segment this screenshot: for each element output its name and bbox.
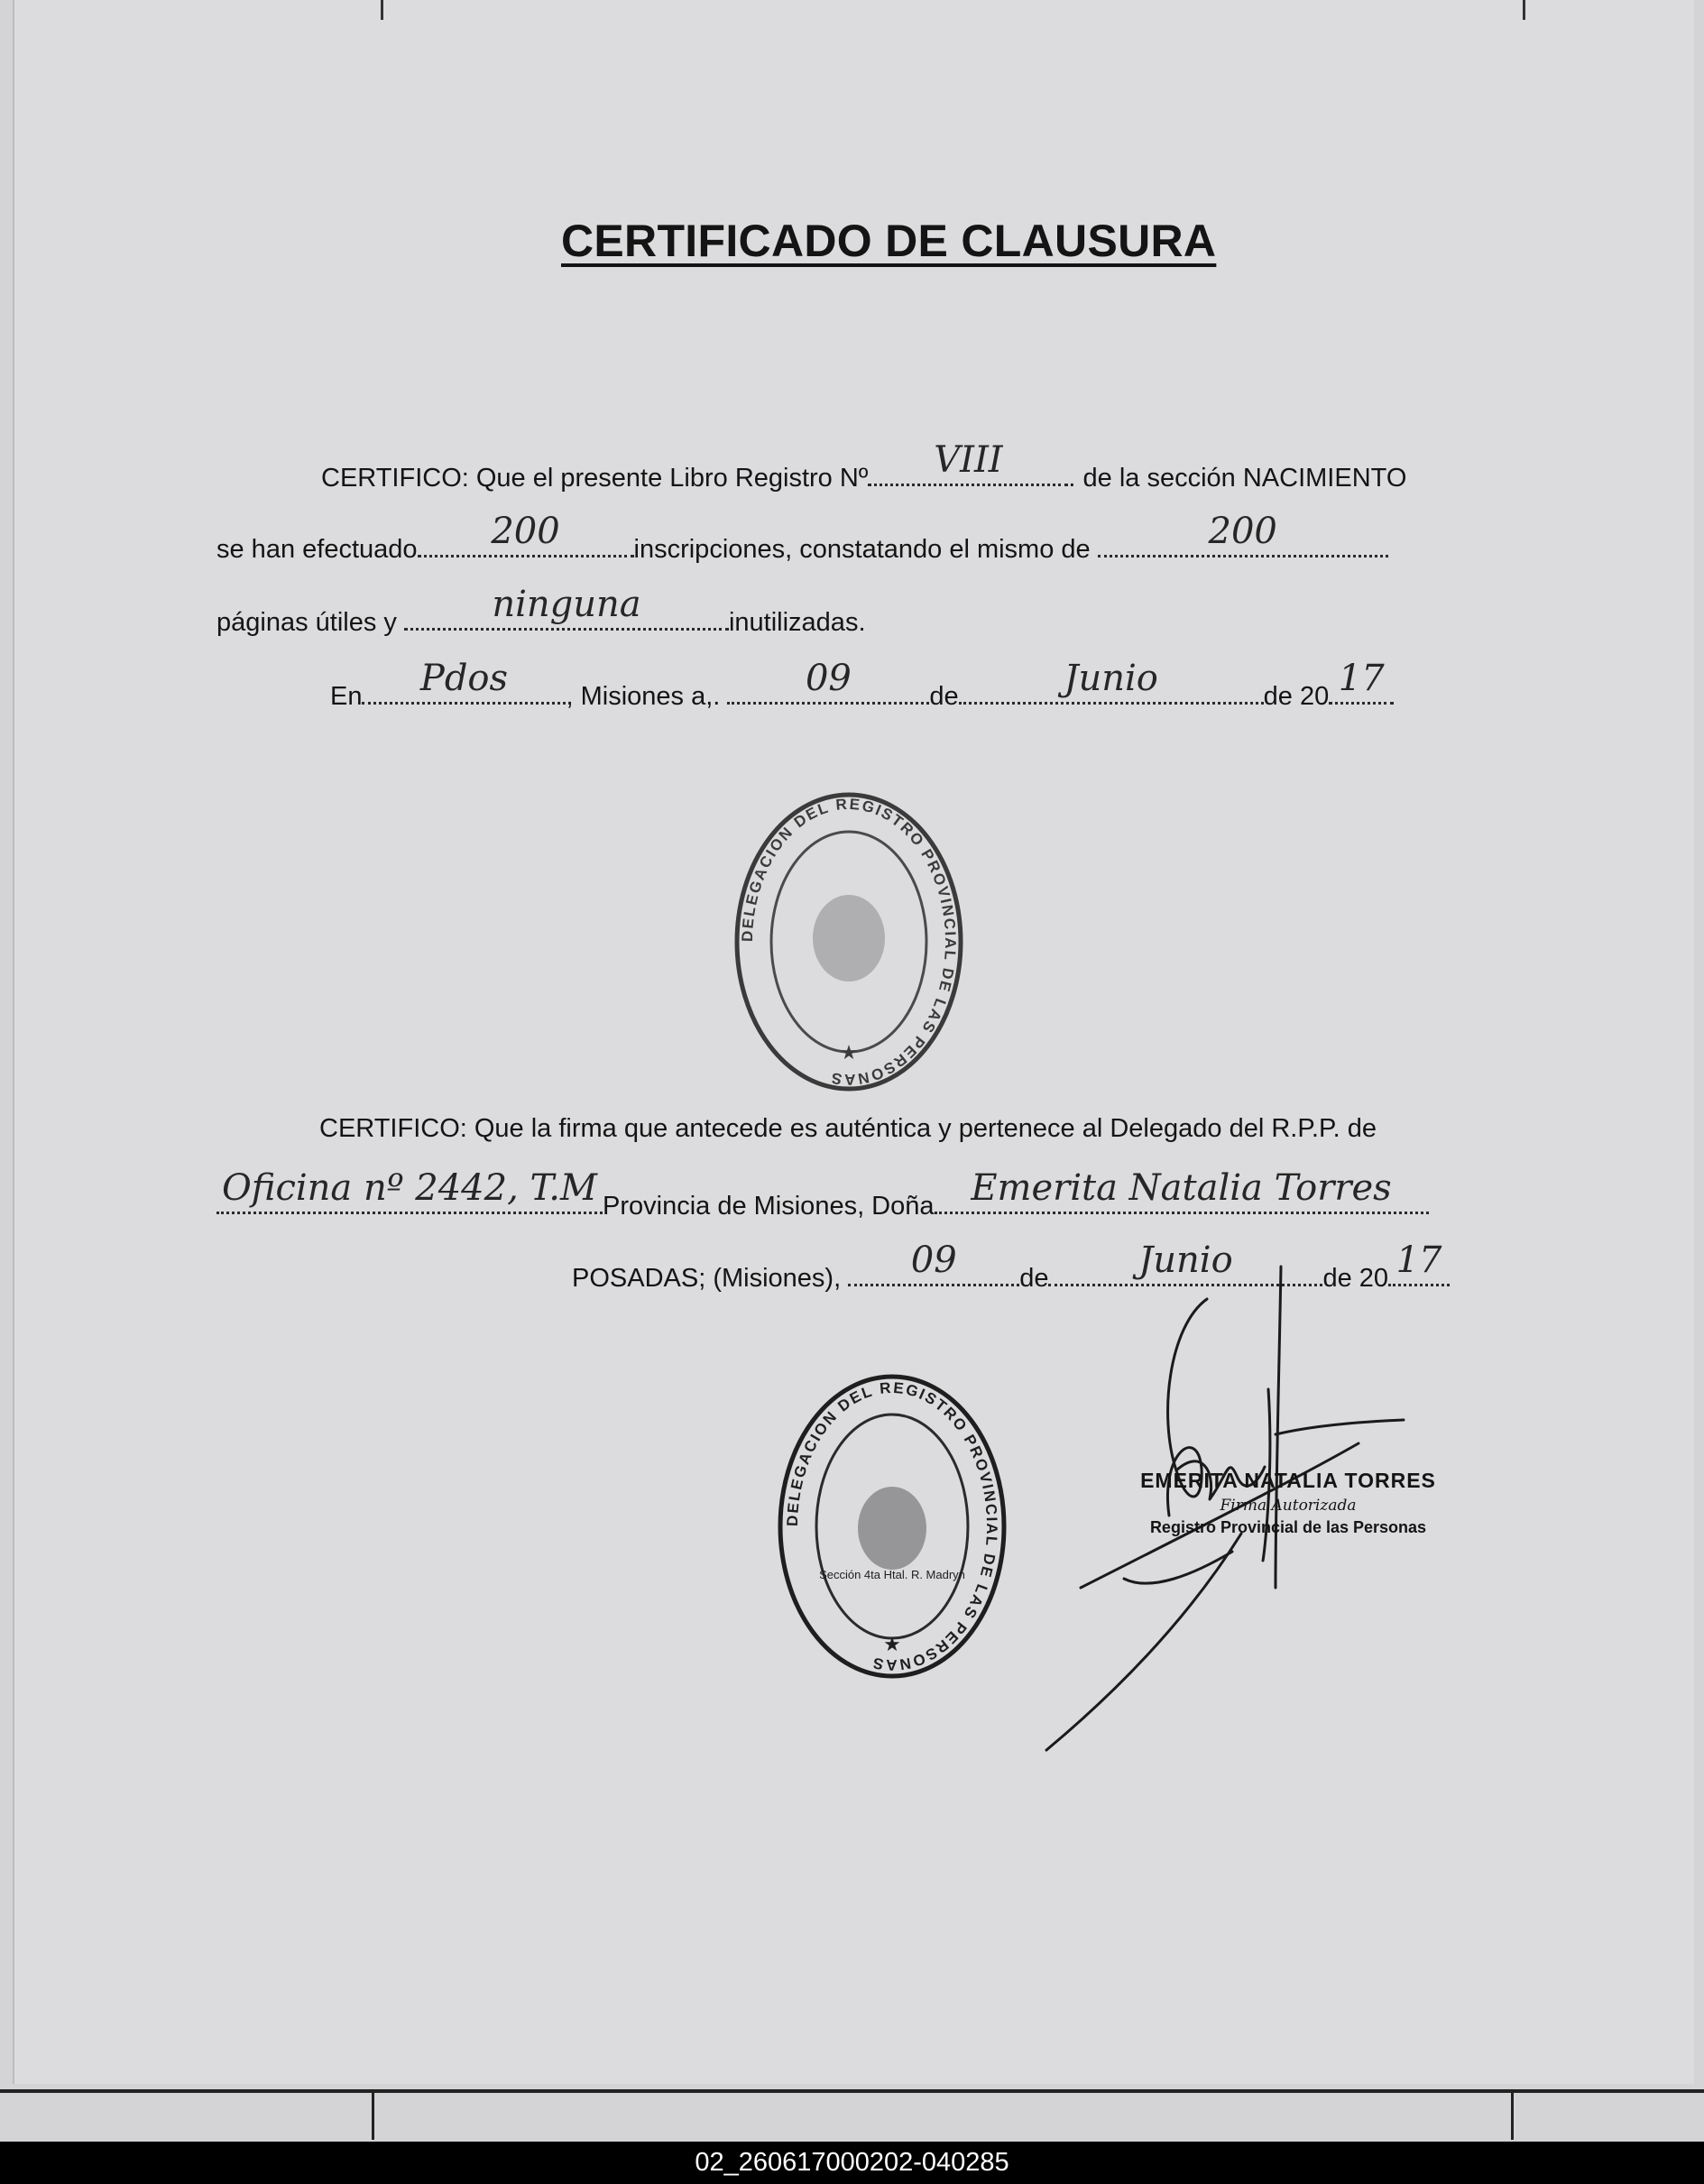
line-oficina — [216, 1167, 1429, 1222]
top-edge-mark-left — [381, 0, 383, 20]
official-seal-bottom — [770, 1369, 1014, 1683]
misiones-label: , Misiones a,. — [566, 682, 721, 711]
place-field — [362, 658, 566, 705]
year-field — [1329, 658, 1394, 705]
seal-top-outer-text: DELEGACION DEL REGISTRO PROVINCIAL DE LAS PERSONAS — [738, 795, 960, 1089]
delegate-name-value: Emerita Natalia Torres — [971, 1167, 1392, 1209]
signer-role: Firma Autorizada — [1220, 1497, 1357, 1515]
signature-stamp — [1117, 1469, 1460, 1537]
day-value: 09 — [805, 658, 852, 699]
posadas-prefix: POSADAS; (Misiones), — [572, 1264, 842, 1293]
line-certifico-firma: CERTIFICO: Que la firma que antecede es auténtica y pertenece al Delegado del R.P.P. de — [319, 1114, 1377, 1143]
svg-text:★: ★ — [883, 1633, 901, 1655]
bottom-divider-left — [372, 2089, 374, 2140]
inscripciones-middle: inscripciones, constatando el mismo de — [633, 535, 1091, 564]
year-value: 17 — [1338, 658, 1385, 699]
line-registro: CERTIFICO: Que el presente Libro Registro Nº VIII . de la sección NACIMIENTO — [321, 439, 1407, 493]
office-field — [216, 1167, 603, 1214]
registro-suffix: de la sección NACIMIENTO — [1082, 464, 1407, 493]
bottom-divider-right — [1511, 2089, 1514, 2140]
signer-org: Registro Provincial de las Personas — [1149, 1518, 1427, 1536]
bottom-border-line — [0, 2089, 1704, 2093]
posadas-year-value: 17 — [1395, 1239, 1442, 1281]
paginas-prefix: páginas útiles y — [216, 608, 397, 637]
paginas-count-value: 200 — [1208, 511, 1277, 552]
posadas-de-label: de — [1019, 1264, 1049, 1293]
paginas-count-field — [1098, 511, 1388, 558]
month-value: Junio — [1064, 658, 1158, 699]
de20-label: de 20 — [1263, 682, 1330, 711]
signer-name: EMERITA NATALIA TORRES — [1140, 1469, 1436, 1492]
line-inscripciones — [216, 511, 1388, 566]
registro-prefix: CERTIFICO: Que el presente Libro Registro Nº — [321, 464, 869, 493]
inutilizadas-field — [404, 584, 729, 631]
en-label: En — [330, 682, 363, 711]
de-label-1: de — [929, 682, 959, 711]
posadas-de20-label: de 20 — [1322, 1264, 1389, 1293]
certificate-title: CERTIFICADO DE CLAUSURA — [561, 216, 1217, 266]
top-edge-mark-right — [1523, 0, 1525, 20]
posadas-day-field — [848, 1239, 1019, 1286]
seal-bottom-outer-text: DELEGACION DEL REGISTRO PROVINCIAL DE LAS PERSONAS — [783, 1378, 1001, 1674]
registro-number-value: VIII — [934, 439, 1003, 481]
day-field — [727, 658, 929, 705]
posadas-month-value: Junio — [1138, 1239, 1233, 1281]
oficina-middle: Provincia de Misiones, Doña — [603, 1192, 935, 1221]
svg-text:★: ★ — [840, 1041, 858, 1064]
paginas-suffix: inutilizadas. — [728, 608, 866, 637]
official-seal-top — [727, 788, 971, 1095]
month-field — [959, 658, 1264, 705]
office-value: Oficina nº 2442, T.M — [222, 1167, 597, 1209]
seal-inner-text: Sección 4ta Htal. R. Madryn — [819, 1568, 965, 1581]
inscripciones-count-field — [418, 511, 634, 558]
posadas-day-value: 09 — [910, 1239, 957, 1281]
inscripciones-prefix: se han efectuado — [216, 535, 418, 564]
line-paginas — [216, 584, 866, 639]
inscripciones-count-value: 200 — [491, 511, 560, 552]
delegate-name-field — [935, 1167, 1429, 1214]
registro-number-field — [868, 439, 1068, 486]
line-fecha-lugar — [330, 658, 1394, 713]
place-value: Pdos — [419, 658, 509, 699]
certificate-page — [13, 0, 1694, 2084]
document-id-footer: 02_260617000202-040285 — [0, 2142, 1704, 2184]
inutilizadas-value: ninguna — [492, 584, 641, 625]
